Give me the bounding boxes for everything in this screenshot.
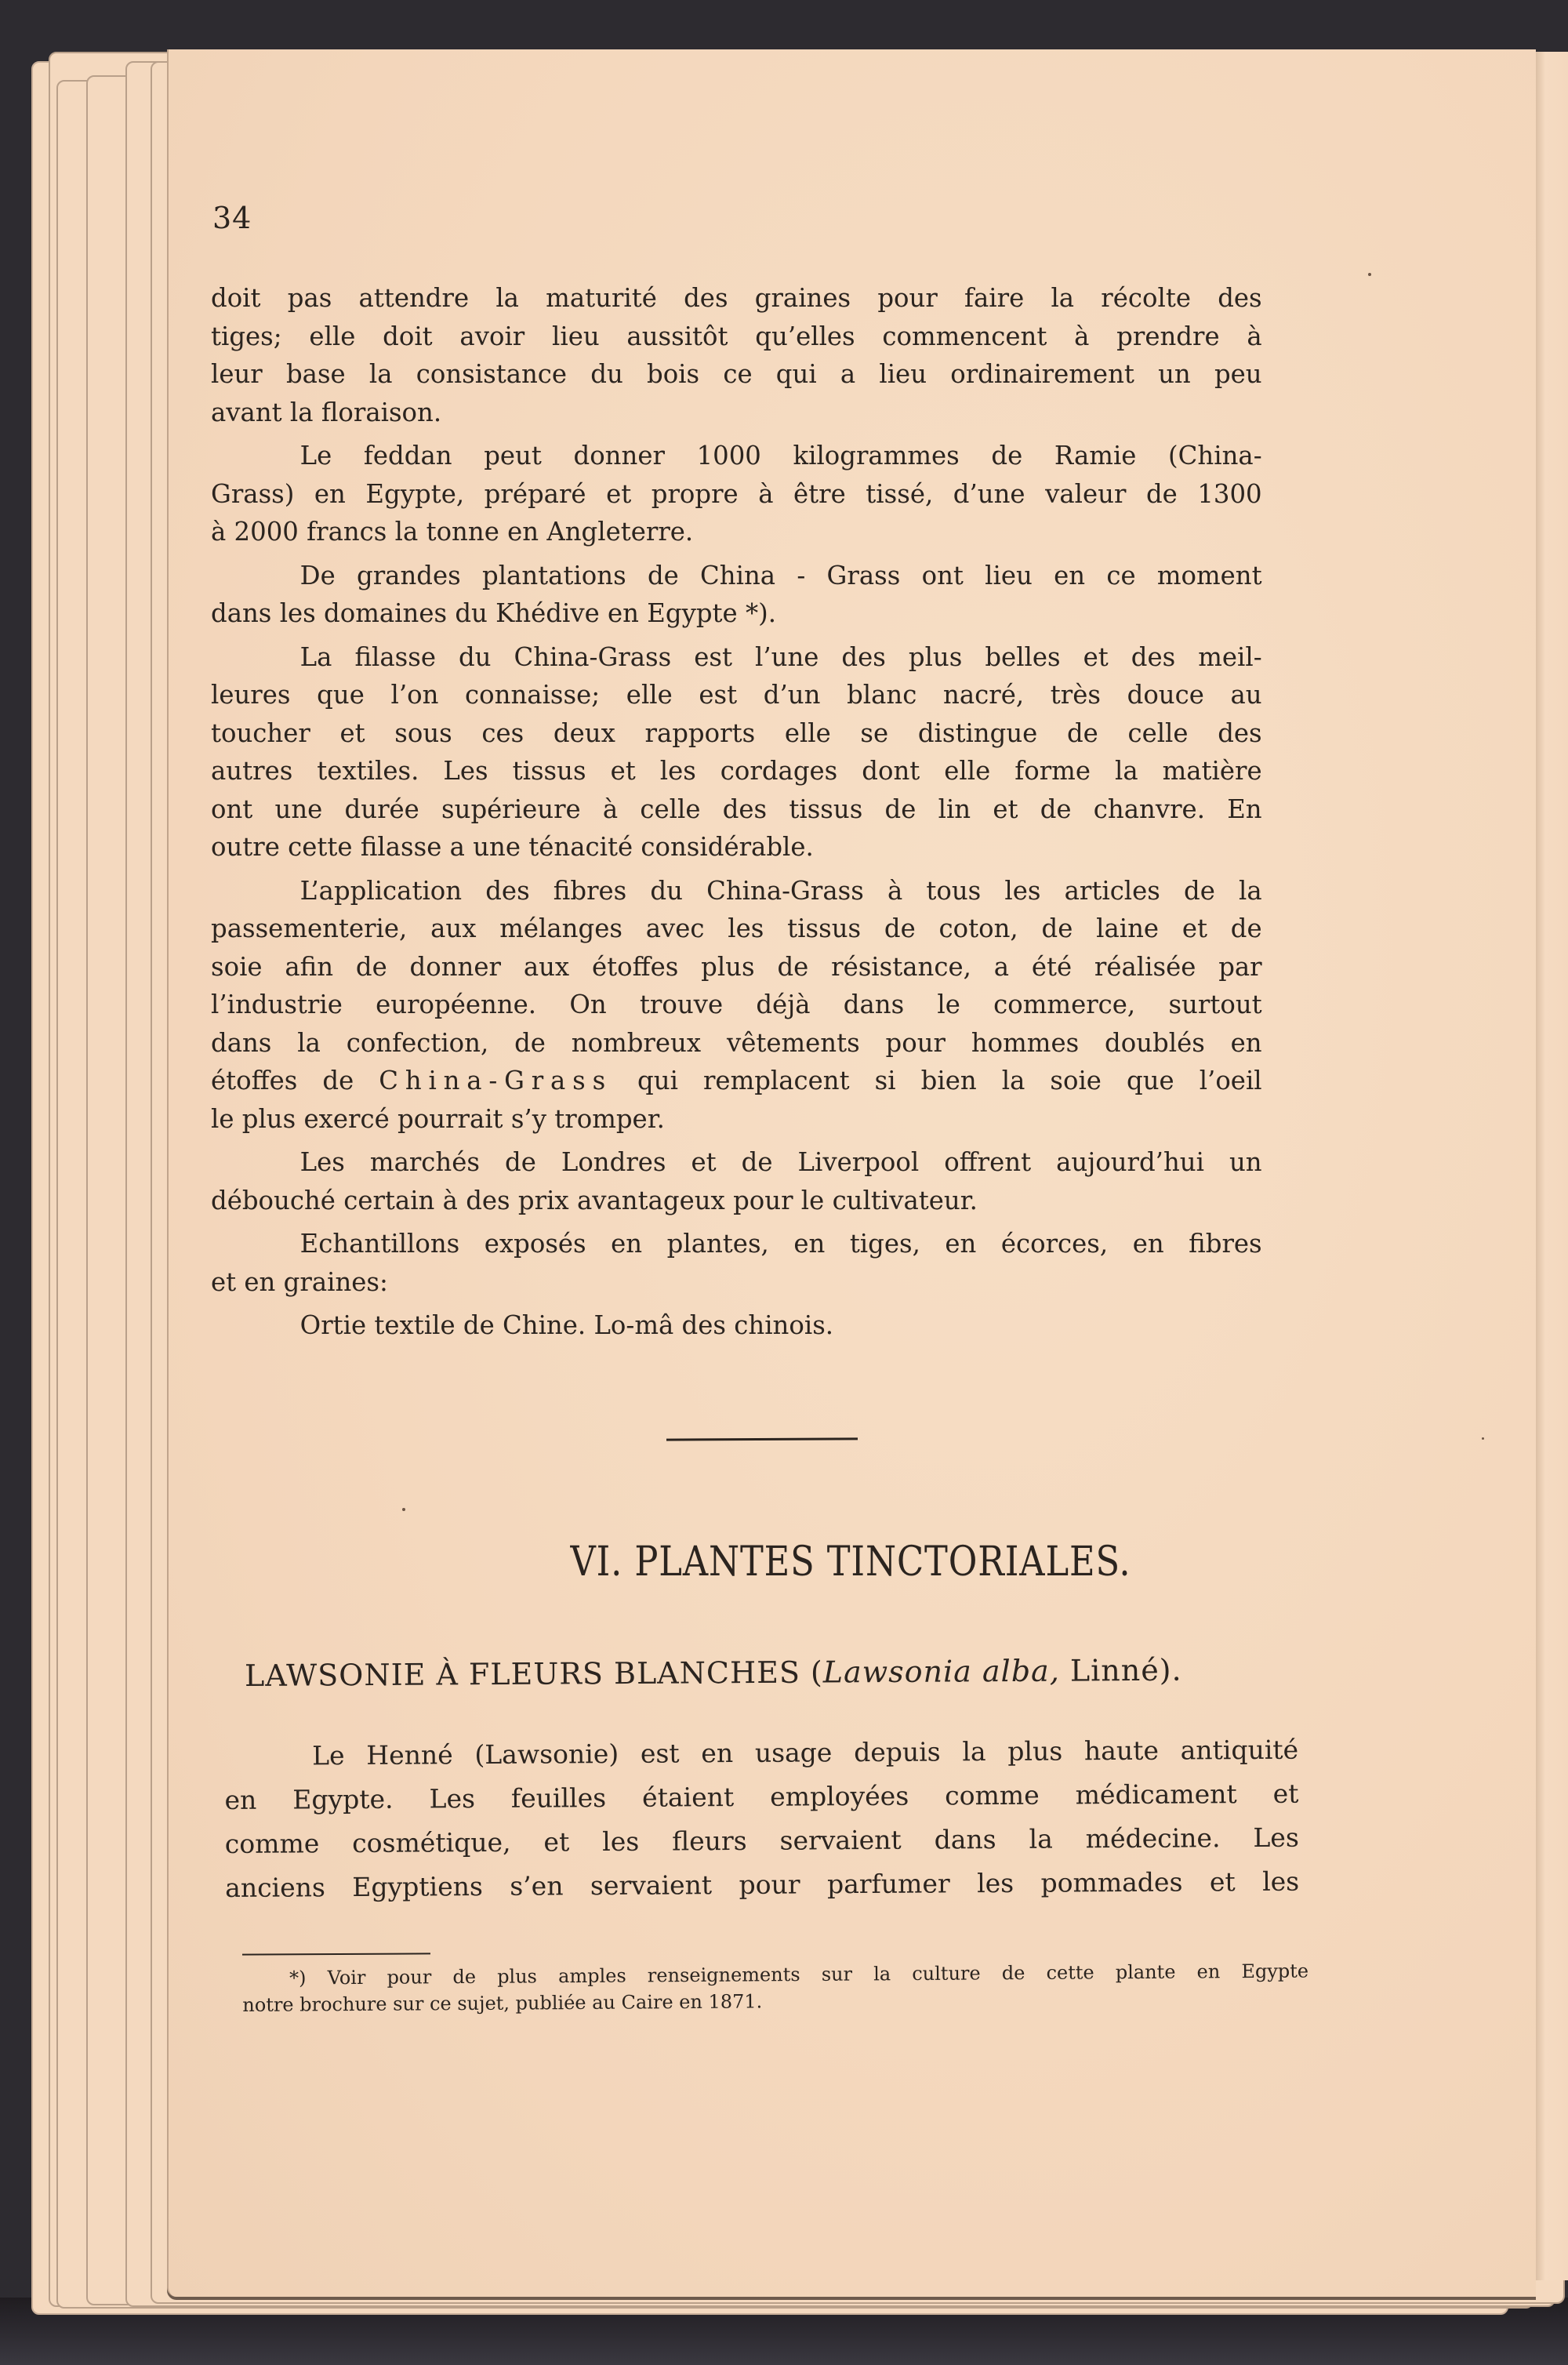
text-line: tiges; elle doit avoir lieu aussitôt qu’elles commencent à prendre à [211,320,1262,351]
text-line: et en graines: [211,1266,388,1297]
text-line: L’application des fibres du China-Grass à tous les articles de la [299,874,1262,906]
subheading-author: Linné). [1059,1652,1182,1688]
paragraph [211,872,1262,1139]
text-line: leur base la consistance du bois ce qui a lieu ordinairement un peu [211,358,1262,389]
text-line: Echantillons exposés en plantes, en tiges, en écorces, en fibres [299,1228,1262,1259]
text-line: De grandes plantations de China - Grass ont lieu en ce moment [299,559,1262,590]
facing-page-edge [1534,52,1568,2280]
text-line: Ortie textile de Chine. Lo-mâ des chinois. [299,1310,834,1340]
text-line: l’industrie européenne. On trouve déjà dans le commerce, surtout [211,989,1262,1019]
text-line: passementerie, aux mélanges avec les tissus de coton, de laine et de [211,913,1262,943]
text-line: soie afin de donner aux étoffes plus de résistance, a été réalisée par [211,950,1262,982]
text-line: ont une durée supérieure à celle des tissus de lin et de chanvre. En [211,793,1262,824]
spaced-emphasis: China-Grass [379,1065,613,1095]
paragraph [211,638,1262,866]
text-line: Le Henné (Lawsonie) est en usage depuis la plus haute antiquité [312,1734,1299,1771]
paragraph [211,1306,1262,1345]
paragraph [211,1225,1262,1301]
text-line: étoffes de China-Grass qui remplacent si bien la soie que l’oeil [211,1065,1262,1095]
text-line: autres textiles. Les tissus et les cordages dont elle forme la matière [211,755,1262,786]
subheading-latin-name: Lawsonia alba, [822,1653,1060,1690]
text-line: outre cette filasse a une ténacité considérable. [211,831,814,862]
text-line: Les marchés de Londres et de Liverpool offrent aujourd’hui un [299,1146,1262,1177]
text-line: avant la floraison. [211,396,442,427]
body-text [211,279,1262,1345]
page-number: 34 [212,201,252,235]
text-line: doit pas attendre la maturité des graines pour faire la récolte des [211,282,1262,313]
text-line: dans les domaines du Khédive en Egypte *). [211,598,777,628]
paragraph [211,557,1262,633]
text-line: à 2000 francs la tonne en Angleterre. [211,516,694,547]
footnote-line: *) Voir pour de plus amples renseignements sur la culture de cette plante en Egypte [289,1960,1309,1989]
text-line: dans la confection, de nombreux vêtements pour hommes doublés en [211,1026,1262,1058]
footnote-line: notre brochure sur ce sujet, publiée au Caire en 1871. [242,1990,763,2016]
paragraph [211,279,1262,431]
paragraph [211,437,1262,551]
text-line: débouché certain à des prix avantageux pour le cultivateur. [211,1184,978,1215]
text-line: comme cosmétique, et les fleurs servaient dans la médecine. Les [224,1822,1299,1859]
paper-speck [402,1508,405,1511]
subheading-common-name: LAWSONIE À FLEURS BLANCHES ( [244,1655,823,1693]
text-line: en Egypte. Les feuilles étaient employées comme médicament et [224,1778,1299,1815]
section-title: VI. PLANTES TINCTORIALES. [570,1539,1131,1586]
text-line: leures que l’on connaisse; elle est d’un blanc nacré, très douce au [211,679,1262,710]
text-line: toucher et sous ces deux rapports elle se distingue de celle des [211,717,1262,748]
henna-paragraph [224,1728,1299,1910]
text-line: le plus exercé pourrait s’y tromper. [211,1103,665,1134]
text-line: anciens Egyptiens s’en servaient pour parfumer les pommades et les [225,1865,1300,1903]
text-line: Le feddan peut donner 1000 kilogrammes de Ramie (China- [299,440,1262,470]
paper-speck [1368,273,1371,276]
paragraph [211,1143,1262,1219]
footnote [242,1958,1308,2018]
subheading [245,1653,1182,1693]
text-line: Grass) en Egypte, préparé et propre à être tissé, d’une valeur de 1300 [211,478,1262,509]
paper-speck [1482,1437,1484,1440]
text-line: La filasse du China-Grass est l’une des plus belles et des meil- [299,641,1262,672]
